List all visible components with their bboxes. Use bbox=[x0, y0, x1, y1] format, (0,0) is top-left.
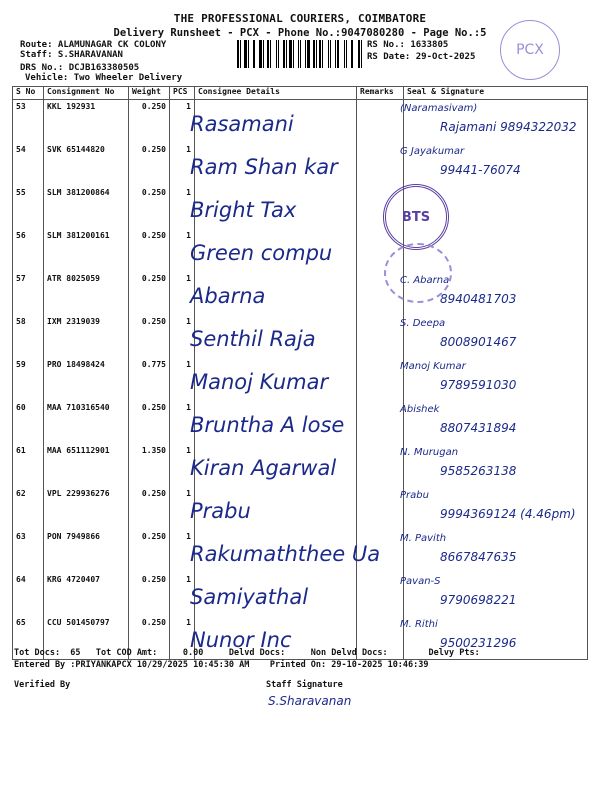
cell-sno: 65 bbox=[13, 616, 44, 660]
receiver-signature: Prabu bbox=[400, 490, 429, 501]
drs-label: DRS No.: DCJB163380505 bbox=[20, 63, 140, 73]
cell-consignment-no: MAA 651112901 bbox=[44, 444, 129, 487]
cell-weight: 0.250 bbox=[129, 143, 170, 186]
cell-weight: 0.250 bbox=[129, 229, 170, 272]
consignee-handwritten-name: Rasamani bbox=[190, 112, 294, 136]
receiver-signature: S. Deepa bbox=[400, 318, 446, 329]
cell-sno: 53 bbox=[13, 100, 44, 144]
cell-pcs: 1 bbox=[170, 401, 195, 444]
col-weight: Weight bbox=[129, 87, 170, 100]
cell-consignment-no: PON 7949866 bbox=[44, 530, 129, 573]
vehicle-label: Vehicle: Two Wheeler Delivery bbox=[25, 73, 183, 83]
cell-consignment-no: VPL 229936276 bbox=[44, 487, 129, 530]
consignee-handwritten-name: Bruntha A lose bbox=[190, 413, 345, 437]
cell-weight: 1.350 bbox=[129, 444, 170, 487]
cell-pcs: 1 bbox=[170, 358, 195, 401]
cell-remarks bbox=[357, 315, 404, 358]
cell-sno: 58 bbox=[13, 315, 44, 358]
cell-remarks bbox=[357, 573, 404, 616]
receiver-phone: 9789591030 bbox=[440, 378, 517, 392]
cell-pcs: 1 bbox=[170, 315, 195, 358]
cell-pcs: 1 bbox=[170, 530, 195, 573]
cell-weight: 0.250 bbox=[129, 272, 170, 315]
consignee-handwritten-name: Samiyathal bbox=[190, 585, 309, 609]
receiver-phone: Rajamani 9894322032 bbox=[440, 120, 577, 134]
consignee-handwritten-name: Abarna bbox=[190, 284, 266, 308]
cell-consignment-no: SLM 381200864 bbox=[44, 186, 129, 229]
cell-remarks bbox=[357, 358, 404, 401]
cell-sno: 62 bbox=[13, 487, 44, 530]
cell-remarks bbox=[357, 100, 404, 144]
cell-pcs: 1 bbox=[170, 272, 195, 315]
receiver-signature: C. Abarna bbox=[400, 275, 450, 286]
cell-consignment-no: IXM 2319039 bbox=[44, 315, 129, 358]
cell-sno: 57 bbox=[13, 272, 44, 315]
receiver-phone: 9585263138 bbox=[440, 464, 517, 478]
col-seal-signature: Seal & Signature bbox=[404, 87, 588, 100]
cell-remarks bbox=[357, 143, 404, 186]
cell-weight: 0.250 bbox=[129, 186, 170, 229]
footer-totals: Tot Docs: 65 Tot COD Amt: 0.00 Delvd Docs: Non Delvd Docs: Delvy Pts: bbox=[14, 648, 480, 658]
cell-pcs: 1 bbox=[170, 100, 195, 144]
cell-sno: 56 bbox=[13, 229, 44, 272]
cell-consignment-no: KRG 4720407 bbox=[44, 573, 129, 616]
receiver-phone: 99441-76074 bbox=[440, 163, 521, 177]
cell-pcs: 1 bbox=[170, 573, 195, 616]
cell-sno: 59 bbox=[13, 358, 44, 401]
cell-sno: 63 bbox=[13, 530, 44, 573]
table-header-row bbox=[13, 87, 588, 100]
cell-pcs: 1 bbox=[170, 229, 195, 272]
rs-date: RS Date: 29-Oct-2025 bbox=[367, 52, 476, 62]
cell-sno: 54 bbox=[13, 143, 44, 186]
runsheet-title: THE PROFESSIONAL COURIERS, COIMBATORE bbox=[173, 12, 427, 25]
cell-weight: 0.250 bbox=[129, 401, 170, 444]
col-consignment: Consignment No bbox=[44, 87, 129, 100]
cell-remarks bbox=[357, 401, 404, 444]
cell-remarks bbox=[357, 444, 404, 487]
barcode bbox=[237, 40, 362, 68]
cell-pcs: 1 bbox=[170, 444, 195, 487]
cell-sno: 61 bbox=[13, 444, 44, 487]
receiver-signature: M. Pavith bbox=[400, 533, 447, 544]
consignee-handwritten-name: Nunor Inc bbox=[190, 628, 292, 652]
cell-consignment-no: KKL 192931 bbox=[44, 100, 129, 144]
receiver-phone: 9994369124 (4.46pm) bbox=[440, 507, 576, 521]
receiver-signature: G Jayakumar bbox=[400, 146, 465, 157]
cell-consignment-no: MAA 710316540 bbox=[44, 401, 129, 444]
receiver-signature: Abishek bbox=[400, 404, 440, 415]
cell-remarks bbox=[357, 487, 404, 530]
consignee-handwritten-name: Ram Shan kar bbox=[190, 155, 338, 179]
runsheet-subtitle: Delivery Runsheet - PCX - Phone No.:9047080280 - Page No.:5 bbox=[113, 27, 487, 39]
col-sno: S No bbox=[13, 87, 44, 100]
receiver-phone: 9500231296 bbox=[440, 636, 517, 650]
cell-weight: 0.250 bbox=[129, 315, 170, 358]
receiver-signature: N. Murugan bbox=[400, 447, 459, 458]
col-consignee: Consignee Details bbox=[195, 87, 357, 100]
cell-sno: 64 bbox=[13, 573, 44, 616]
pcx-stamp: PCX bbox=[500, 20, 560, 80]
consignee-handwritten-name: Rakumaththee Ua bbox=[190, 542, 381, 566]
staff-label: Staff: S.SHARAVANAN bbox=[20, 50, 123, 60]
receiver-phone: 8667847635 bbox=[440, 550, 517, 564]
staff-signature: S.Sharavanan bbox=[268, 694, 352, 708]
cell-pcs: 1 bbox=[170, 186, 195, 229]
cell-consignment-no: CCU 501450797 bbox=[44, 616, 129, 660]
col-remarks: Remarks bbox=[357, 87, 404, 100]
consignee-handwritten-name: Bright Tax bbox=[190, 198, 297, 222]
cell-weight: 0.250 bbox=[129, 573, 170, 616]
bts-seal-stamp: BTS bbox=[383, 184, 449, 250]
col-pcs: PCS bbox=[170, 87, 195, 100]
verified-by-label: Verified By bbox=[14, 680, 71, 690]
receiver-signature: (Naramasivam) bbox=[400, 103, 478, 114]
cell-weight: 0.250 bbox=[129, 530, 170, 573]
cell-sno: 55 bbox=[13, 186, 44, 229]
cell-consignment-no: ATR 8025059 bbox=[44, 272, 129, 315]
cell-consignment-no: SVK 65144820 bbox=[44, 143, 129, 186]
consignee-handwritten-name: Prabu bbox=[190, 499, 251, 523]
consignee-handwritten-name: Kiran Agarwal bbox=[190, 456, 337, 480]
cell-weight: 0.250 bbox=[129, 100, 170, 144]
consignee-handwritten-name: Green compu bbox=[190, 241, 333, 265]
cell-pcs: 1 bbox=[170, 143, 195, 186]
cell-weight: 0.775 bbox=[129, 358, 170, 401]
receiver-phone: 8008901467 bbox=[440, 335, 517, 349]
rs-number: RS No.: 1633805 bbox=[367, 40, 449, 50]
receiver-signature: M. Rithi bbox=[400, 619, 438, 630]
receiver-signature: Pavan-S bbox=[400, 576, 441, 587]
cell-weight: 0.250 bbox=[129, 616, 170, 660]
cell-weight: 0.250 bbox=[129, 487, 170, 530]
footer-entered-by: Entered By :PRIYANKAPCX 10/29/2025 10:45:30 AM Printed On: 29-10-2025 10:46:39 bbox=[14, 660, 429, 670]
cell-pcs: 1 bbox=[170, 616, 195, 660]
route-label: Route: ALAMUNAGAR CK COLONY bbox=[20, 40, 167, 50]
receiver-phone: 9790698221 bbox=[440, 593, 517, 607]
receiver-phone: 8940481703 bbox=[440, 292, 517, 306]
cell-sno: 60 bbox=[13, 401, 44, 444]
table-row bbox=[13, 186, 588, 229]
cell-consignment-no: SLM 381200161 bbox=[44, 229, 129, 272]
cell-consignment-no: PRO 18498424 bbox=[44, 358, 129, 401]
receiver-phone: 8807431894 bbox=[440, 421, 517, 435]
receiver-signature: Manoj Kumar bbox=[400, 361, 466, 372]
staff-signature-label: Staff Signature bbox=[266, 680, 343, 690]
consignee-handwritten-name: Senthil Raja bbox=[190, 327, 316, 351]
consignee-handwritten-name: Manoj Kumar bbox=[190, 370, 329, 394]
cell-pcs: 1 bbox=[170, 487, 195, 530]
